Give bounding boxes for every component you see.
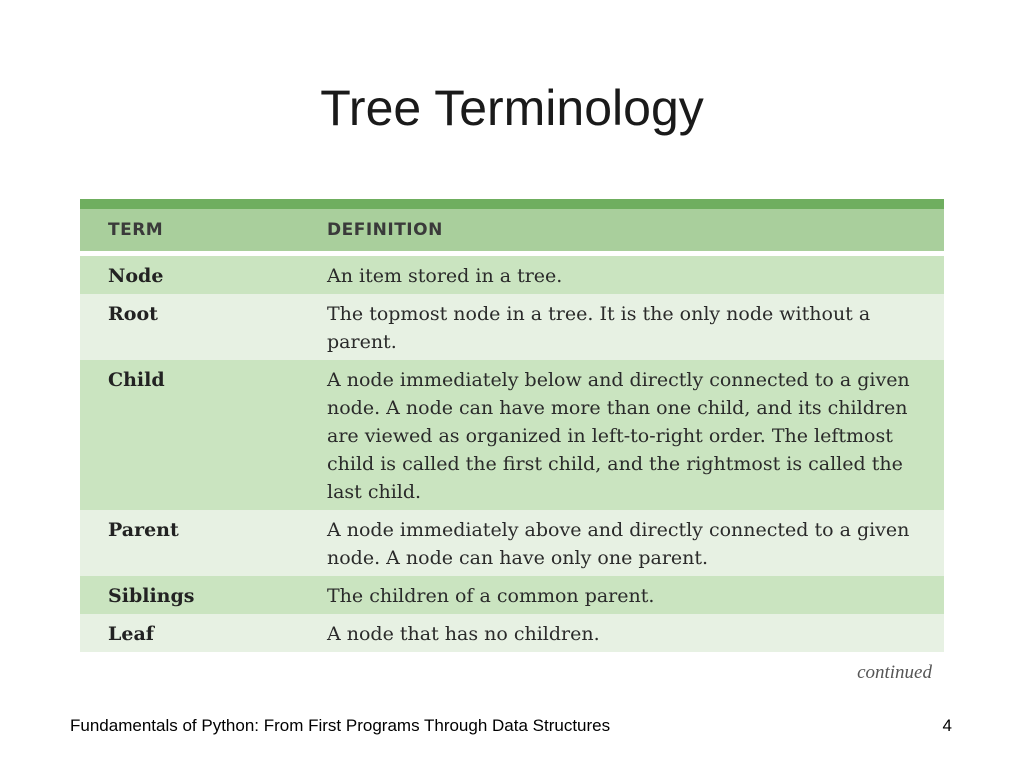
term-cell: Root (80, 294, 299, 360)
table-top-bar (80, 199, 944, 209)
definition-cell: The children of a common parent. (299, 576, 944, 614)
definition-cell: An item stored in a tree. (299, 254, 944, 295)
term-cell: Child (80, 360, 299, 510)
table-row (80, 576, 944, 614)
term-cell: Leaf (80, 614, 299, 652)
definition-cell: A node immediately above and directly connected to a given node. A node can have only one parent. (299, 510, 944, 576)
table-row (80, 614, 944, 652)
term-cell: Siblings (80, 576, 299, 614)
term-table (80, 209, 944, 652)
definition-cell: A node immediately below and directly connected to a given node. A node can have more than one child, and its children are viewed as organized in left-to-right order. The leftmost child is called the first child, and the rightmost is called the last child. (299, 360, 944, 510)
table-row (80, 254, 944, 295)
page-number: 4 (942, 716, 952, 735)
table-row (80, 360, 944, 510)
table-row (80, 510, 944, 576)
column-header-definition: DEFINITION (299, 209, 944, 254)
definition-cell: The topmost node in a tree. It is the only node without a parent. (299, 294, 944, 360)
column-header-term: TERM (80, 209, 299, 254)
table-row (80, 294, 944, 360)
slide-title: Tree Terminology (320, 80, 704, 136)
continued-note: continued (857, 662, 932, 683)
table-header-row (80, 209, 944, 254)
term-cell: Parent (80, 510, 299, 576)
term-cell: Node (80, 254, 299, 295)
slide-footer: Fundamentals of Python: From First Programs Through Data Structures (70, 716, 611, 735)
terminology-table (80, 199, 944, 652)
definition-cell: A node that has no children. (299, 614, 944, 652)
